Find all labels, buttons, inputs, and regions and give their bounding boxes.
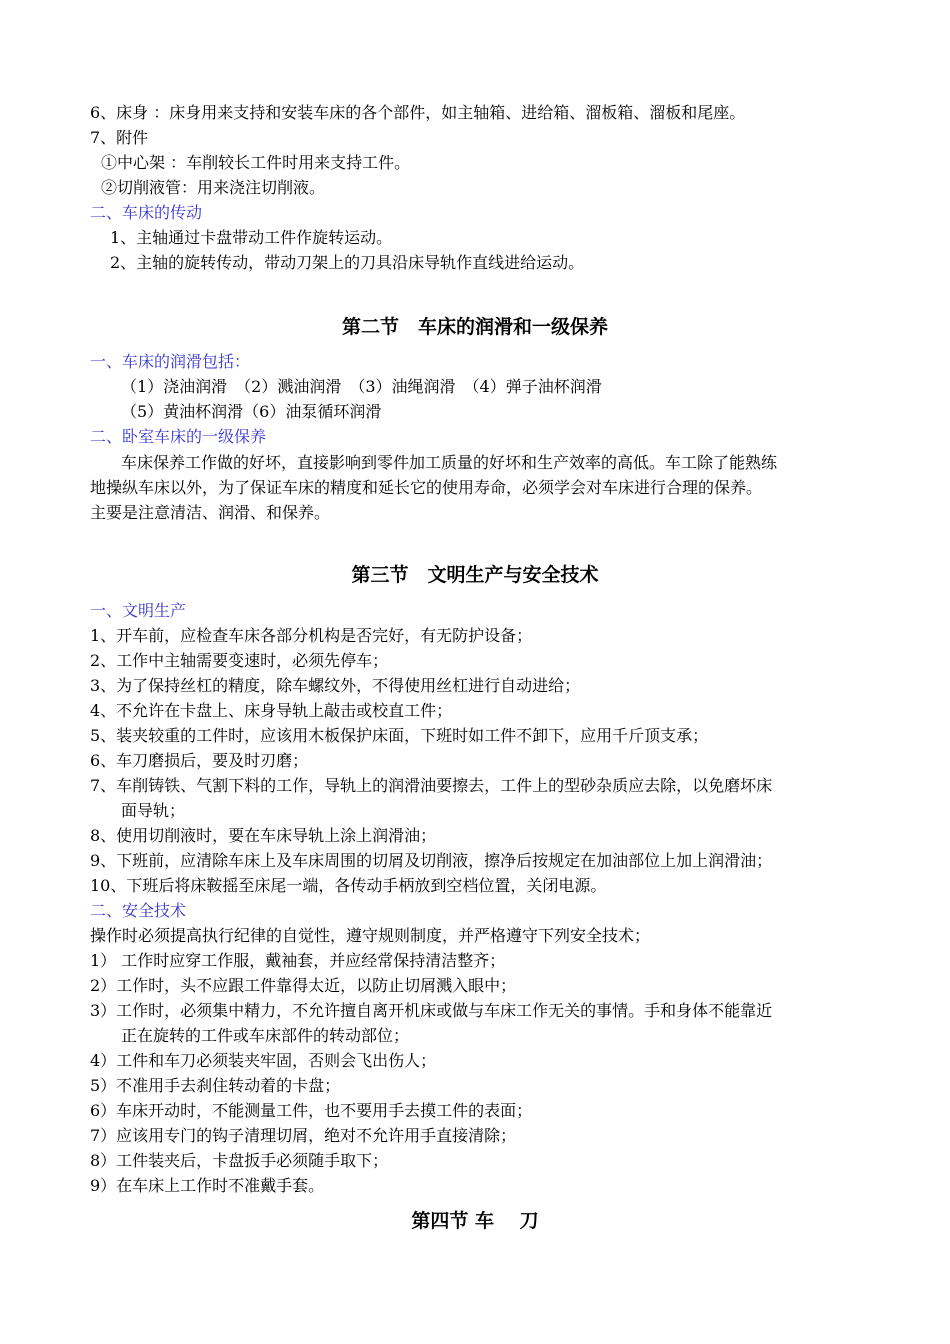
list-item: 2、工作中主轴需要变速时，必须先停车； bbox=[90, 651, 389, 670]
bed-description: 6、床身 ：床身用来支持和安装车床的各个部件，如主轴箱、进给箱、溜板箱、溜板和尾座。 bbox=[90, 103, 746, 122]
transmission-item: 1、主轴通过卡盘带动工件作旋转运动。 bbox=[110, 228, 393, 247]
safety-item: 9）在车床上工作时不准戴手套。 bbox=[90, 1176, 325, 1195]
center-rest-item: ①中心架 ：车削较长工件时用来支持工件。 bbox=[101, 153, 411, 172]
list-item: 3、为了保持丝杠的精度，除车螺纹外，不得使用丝杠进行自动进给； bbox=[90, 676, 581, 695]
list-item: 10、下班后将床鞍摇至床尾一端，各传动手柄放到空档位置，关闭电源。 bbox=[90, 876, 607, 895]
lubrication-methods-line: （5）黄油杯润滑（6）油泵循环润滑 bbox=[121, 402, 382, 421]
list-item: 4、不允许在卡盘上、床身导轨上敲击或校直工件； bbox=[90, 701, 453, 720]
maintenance-heading: 二、卧室车床的一级保养 bbox=[90, 427, 267, 446]
safety-item-continuation: 正在旋转的工件或车床部件的转动部位； bbox=[121, 1026, 410, 1045]
list-item: 9、下班前，应清除车床上及车床周围的切屑及切削液，擦净后按规定在加油部位上加上润滑油； bbox=[90, 851, 773, 870]
list-item-continuation: 面导轨； bbox=[121, 801, 186, 820]
accessories-heading: 7、附件 bbox=[90, 128, 149, 147]
list-item: 6、车刀磨损后，要及时刃磨； bbox=[90, 751, 309, 770]
safety-item: 4）工件和车刀必须装夹牢固，否则会飞出伤人； bbox=[90, 1051, 437, 1070]
section-title: 第二节 车床的润滑和一级保养 bbox=[341, 316, 608, 338]
maintenance-paragraph-line: 车床保养工作做的好坏，直接影响到零件加工质量的好坏和生产效率的高低。车工除了能熟练 bbox=[121, 453, 778, 472]
safety-technique-heading: 二、安全技术 bbox=[90, 901, 187, 920]
section-title: 第三节 文明生产与安全技术 bbox=[351, 564, 599, 586]
safety-item: 2）工作时，头不应跟工件靠得太近，以防止切屑溅入眼中； bbox=[90, 976, 517, 995]
list-item: 5、装夹较重的工件时，应该用木板保护床面，下班时如工件不卸下，应用千斤顶支承； bbox=[90, 726, 709, 745]
transmission-item: 2、主轴的旋转传动，带动刀架上的刀具沿床导轨作直线进给运动。 bbox=[110, 253, 585, 272]
civilized-production-heading: 一、文明生产 bbox=[90, 601, 187, 620]
maintenance-paragraph-line: 地操纵车床以外，为了保证车床的精度和延长它的使用寿命，必须学会对车床进行合理的保养。 bbox=[90, 478, 763, 497]
safety-item: 6）车床开动时，不能测量工件，也不要用手去摸工件的表面； bbox=[90, 1101, 533, 1120]
safety-item: 1） 工作时应穿工作服，戴袖套，并应经常保持清洁整齐； bbox=[90, 951, 506, 970]
lathe-transmission-heading: 二、车床的传动 bbox=[90, 203, 203, 222]
maintenance-paragraph-line: 主要是注意清洁、润滑、和保养。 bbox=[90, 503, 331, 522]
safety-item: 5）不准用手去刹住转动着的卡盘； bbox=[90, 1076, 341, 1095]
list-item: 7、车削铸铁、气割下料的工作，导轨上的润滑油要擦去，工件上的型砂杂质应去除，以免磨坏床 bbox=[90, 776, 773, 795]
list-item: 8、使用切削液时，要在车床导轨上涂上润滑油； bbox=[90, 826, 437, 845]
section-title: 第四节 车 刀 bbox=[411, 1210, 539, 1232]
safety-item: 7）应该用专门的钩子清理切屑，绝对不允许用手直接清除； bbox=[90, 1126, 517, 1145]
lubrication-heading: 一、车床的润滑包括： bbox=[90, 352, 251, 371]
safety-item: 8）工件装夹后，卡盘扳手必须随手取下； bbox=[90, 1151, 389, 1170]
coolant-pipe-item: ②切削液管：用来浇注切削液。 bbox=[101, 178, 326, 197]
safety-intro: 操作时必须提高执行纪律的自觉性，遵守规则制度，并严格遵守下列安全技术； bbox=[90, 926, 651, 945]
lubrication-methods-line: （1）浇油润滑 （2）溅油润滑 （3）油绳润滑 （4）弹子油杯润滑 bbox=[121, 377, 602, 396]
safety-item: 3）工作时，必须集中精力，不允许擅自离开机床或做与车床工作无关的事情。手和身体不能靠近 bbox=[90, 1001, 773, 1020]
list-item: 1、开车前，应检查车床各部分机构是否完好，有无防护设备； bbox=[90, 626, 533, 645]
